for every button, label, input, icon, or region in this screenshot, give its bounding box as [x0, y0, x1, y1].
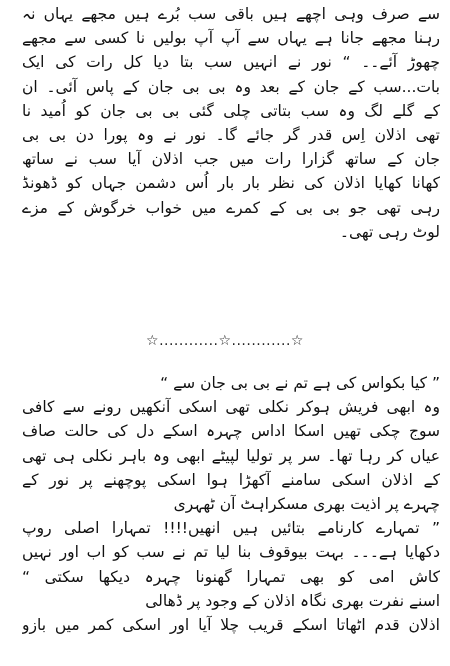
section-separator: ☆............☆............☆: [146, 333, 304, 349]
text-line: کاش امی کو بھی تمہارا گھنونا چہرہ دیکھا سکتی “: [22, 567, 440, 586]
text-line: کھانا کھایا اذلان کی نظر بار بار اُس دشمن جہاں کو ڈھونڈ: [22, 174, 440, 193]
paragraph-2: [22, 371, 440, 637]
text-line: سوج چکی تھیں اسکا اداس چہرہ اسکے دل کی حالت صاف: [22, 422, 440, 441]
text-line: اذلان قدم اٹھاتا اسکے قریب چلا آیا اور اسکی کمر میں بازو: [22, 615, 440, 634]
text-line: رہنا مجھے جانا ہے یہاں سے آپ آپ بولیں نا کسی سے مجھے: [22, 29, 440, 48]
text-line: ” تمہارے کارنامے بتائیں ہیں انھیں!!!! تمہارا اصلی روپ: [22, 519, 440, 538]
text-line: عیاں کر رہا تھا۔ سر پر تولیا لپیٹے ابھی وہ باہر نکلی ہی تھی: [22, 446, 440, 465]
text-line: دکھایا ہے۔۔۔ بہت بیوقوف بنا لیا تم نے سب کو اب اور نہیں: [22, 543, 440, 562]
text-line: رہی تھی جو بی بی کے کمرے میں خواب خرگوش کے مزے: [22, 198, 440, 217]
text-line: لوٹ رہی تھی۔: [339, 222, 440, 241]
text-line: بات...سب کے جان کے بعد وہ بی بی جان کے پاس آئی۔ ان: [22, 77, 440, 96]
text-line: ” کیا بکواس کی ہے تم نے بی بی جان سے “: [160, 374, 440, 392]
text-line: کے اذلان اسکی سامنے آکھڑا ہوا اسکی پوچھنے پر نور کے: [22, 470, 440, 489]
text-line: جان کے ساتھ گزارا رات میں جب اذلان آیا سب نے ساتھ: [22, 150, 440, 169]
text-line: وہ ابھی فریش ہوکر نکلی تھی اسکی آنکھیں رونے سے کافی: [22, 398, 440, 417]
text-line: اسنے نفرت بھری نگاہ اذلان کے وجود پر ڈھالی: [145, 591, 440, 610]
text-line: تھی اذلان اِس قدر گر جائے گا۔ نور نے وہ پورا دن بی بی: [22, 125, 440, 144]
paragraph-1: [22, 2, 440, 244]
text-line: چہرے پر اذیت بھری مسکراہٹ آن ٹھہری: [173, 494, 440, 513]
text-line: کے گلے لگ وہ سب بتاتی چلی گئی بی بی جان کو اُمید نا: [22, 101, 440, 120]
text-line: سے صرف وہی اچھے ہیں باقی سب بُرے ہیں مجھے یہاں نہ: [22, 5, 440, 23]
text-line: چھوڑ آئے۔۔ “ نور نے انہیں سب بتا دیا کل رات کی ایک: [22, 53, 440, 72]
